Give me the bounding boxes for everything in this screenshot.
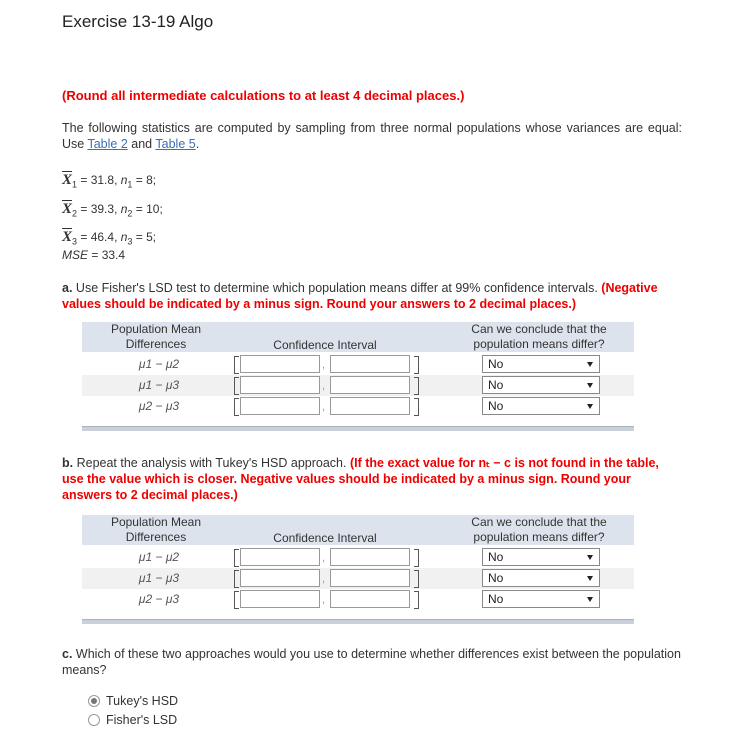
stat-line-2 [62, 201, 163, 218]
ci-lower-input[interactable] [240, 548, 320, 566]
mse-line [62, 248, 125, 262]
option-fisher-label: Fisher's LSD [106, 713, 178, 727]
row-label: μ1 − μ2 [138, 550, 180, 564]
row-label: μ2 − μ3 [138, 592, 180, 606]
table-footer [82, 426, 634, 431]
select-value: No [488, 378, 504, 392]
ci-upper-input[interactable] [330, 569, 410, 587]
table-5-link[interactable]: Table 5 [155, 137, 196, 151]
header-diff-line1: Population Mean [110, 322, 202, 336]
header-conclude-line2: population means differ? [473, 530, 605, 544]
comma: , [322, 552, 326, 564]
chevron-down-icon [587, 576, 593, 581]
select-value: No [488, 399, 504, 413]
ci-upper-input[interactable] [330, 397, 410, 415]
header-diff [82, 515, 230, 545]
rounding-note: (Round all intermediate calculations to at least 4 decimal places.) [62, 88, 465, 103]
comma: , [322, 573, 326, 585]
row-label: μ1 − μ3 [138, 571, 180, 585]
table-row [82, 589, 634, 610]
comma: , [322, 380, 326, 392]
row-label: μ2 − μ3 [138, 399, 180, 413]
stat-value: = 31.8, [77, 173, 121, 187]
header-diff-line1: Population Mean [110, 515, 202, 529]
n-sub: 3 [127, 236, 133, 247]
radio-selected-icon[interactable] [88, 695, 100, 707]
table-footer [82, 619, 634, 624]
header-diff-line2: Differences [125, 530, 187, 544]
n-sub: 1 [127, 179, 133, 190]
chevron-down-icon [587, 555, 593, 560]
option-fisher[interactable] [88, 713, 177, 727]
bracket-right [414, 570, 419, 588]
part-b-label: b. [62, 456, 74, 470]
comma: , [322, 594, 326, 606]
mse-value: = 33.4 [88, 248, 126, 262]
bracket-left [234, 549, 239, 567]
select-value: No [488, 571, 504, 585]
intro-body: The following statistics are computed by sampling from three normal populations whose variances are equal: Use [62, 121, 682, 151]
header-diff-line2: Differences [125, 337, 187, 351]
n-sub: 2 [127, 208, 133, 219]
n-value: = 5; [132, 230, 157, 244]
xbar-sub: 1 [72, 179, 78, 190]
n-symbol: n [120, 230, 128, 244]
ci-upper-input[interactable] [330, 355, 410, 373]
table-row [82, 375, 634, 396]
bracket-left [234, 356, 239, 374]
select-value: No [488, 550, 504, 564]
row-label: μ1 − μ3 [138, 378, 180, 392]
header-conclude-line1: Can we conclude that the [471, 515, 607, 529]
radio-unselected-icon[interactable] [88, 714, 100, 726]
part-b-question [62, 455, 682, 503]
n-symbol: n [120, 202, 128, 216]
chevron-down-icon [587, 383, 593, 388]
ci-lower-input[interactable] [240, 590, 320, 608]
option-tukey[interactable] [88, 694, 178, 708]
option-tukey-label: Tukey's HSD [106, 694, 179, 708]
mse-label: MSE [62, 248, 89, 262]
differ-select[interactable] [482, 376, 600, 394]
bracket-left [234, 570, 239, 588]
differ-select[interactable] [482, 397, 600, 415]
intro-and: and [131, 137, 153, 151]
differ-select[interactable] [482, 548, 600, 566]
select-value: No [488, 357, 504, 371]
bracket-left [234, 377, 239, 395]
bracket-left [234, 398, 239, 416]
n-symbol: n [120, 173, 128, 187]
stat-value: = 39.3, [77, 202, 121, 216]
table-row [82, 354, 634, 375]
n-value: = 8; [132, 173, 157, 187]
xbar-symbol: $\overline{X}$ [62, 172, 73, 188]
part-a-label: a. [62, 281, 73, 295]
chevron-down-icon [587, 404, 593, 409]
bracket-right [414, 591, 419, 609]
table-header [82, 322, 634, 352]
bracket-right [414, 398, 419, 416]
table-row [82, 547, 634, 568]
part-c-label: c. [62, 647, 73, 661]
row-label: μ1 − μ2 [138, 357, 180, 371]
table-2-link[interactable]: Table 2 [87, 137, 128, 151]
differ-select[interactable] [482, 355, 600, 373]
table-row [82, 396, 634, 417]
header-conclude-line2: population means differ? [473, 337, 605, 351]
part-a-question [62, 280, 682, 312]
chevron-down-icon [587, 362, 593, 367]
xbar-sub: 3 [72, 236, 78, 247]
xbar-symbol: $\overline{X}$ [62, 201, 73, 217]
ci-lower-input[interactable] [240, 355, 320, 373]
xbar-symbol: $\overline{X}$ [62, 229, 73, 245]
bracket-right [414, 356, 419, 374]
ci-upper-input[interactable] [330, 376, 410, 394]
bracket-left [234, 591, 239, 609]
part-b-text: Repeat the analysis with Tukey's HSD approach. [76, 456, 347, 470]
part-a-instruction: (Negative values should be indicated by a minus sign. Round your answers to 2 decimal places.) [62, 281, 658, 311]
intro-text [62, 120, 682, 152]
header-ci: Confidence Interval [273, 338, 377, 352]
page-title: Exercise 13-19 Algo [62, 12, 214, 31]
intro-end: . [195, 137, 200, 151]
ci-upper-input[interactable] [330, 548, 410, 566]
stat-line-3 [62, 229, 156, 246]
differ-select[interactable] [482, 569, 600, 587]
table-header [82, 515, 634, 545]
part-c-text: Which of these two approaches would you use to determine whether differences exist between the population means? [62, 647, 681, 677]
comma: , [322, 359, 326, 371]
ci-lower-input[interactable] [240, 569, 320, 587]
bracket-right [414, 549, 419, 567]
differ-select[interactable] [482, 590, 600, 608]
select-value: No [488, 592, 504, 606]
comma: , [322, 401, 326, 413]
header-diff [82, 322, 230, 352]
table-row [82, 568, 634, 589]
header-conclude-line1: Can we conclude that the [471, 322, 607, 336]
bracket-right [414, 377, 419, 395]
ci-lower-input[interactable] [240, 376, 320, 394]
header-ci: Confidence Interval [273, 531, 377, 545]
n-value: = 10; [132, 202, 163, 216]
part-a-text: Use Fisher's LSD test to determine which population means differ at 99% confidence intervals. [75, 281, 598, 295]
chevron-down-icon [587, 597, 593, 602]
xbar-sub: 2 [72, 208, 78, 219]
header-conclude [454, 515, 624, 545]
part-c-question [62, 646, 682, 678]
part-b-instruction: (If the exact value for nₜ − c is not found in the table, use the value which is closer. Negative values should be indicated by a minus sign. Round your answers to 2 decimal places.) [62, 456, 659, 502]
stat-line-1 [62, 172, 156, 189]
stat-value: = 46.4, [77, 230, 121, 244]
ci-lower-input[interactable] [240, 397, 320, 415]
header-conclude [454, 322, 624, 352]
ci-upper-input[interactable] [330, 590, 410, 608]
